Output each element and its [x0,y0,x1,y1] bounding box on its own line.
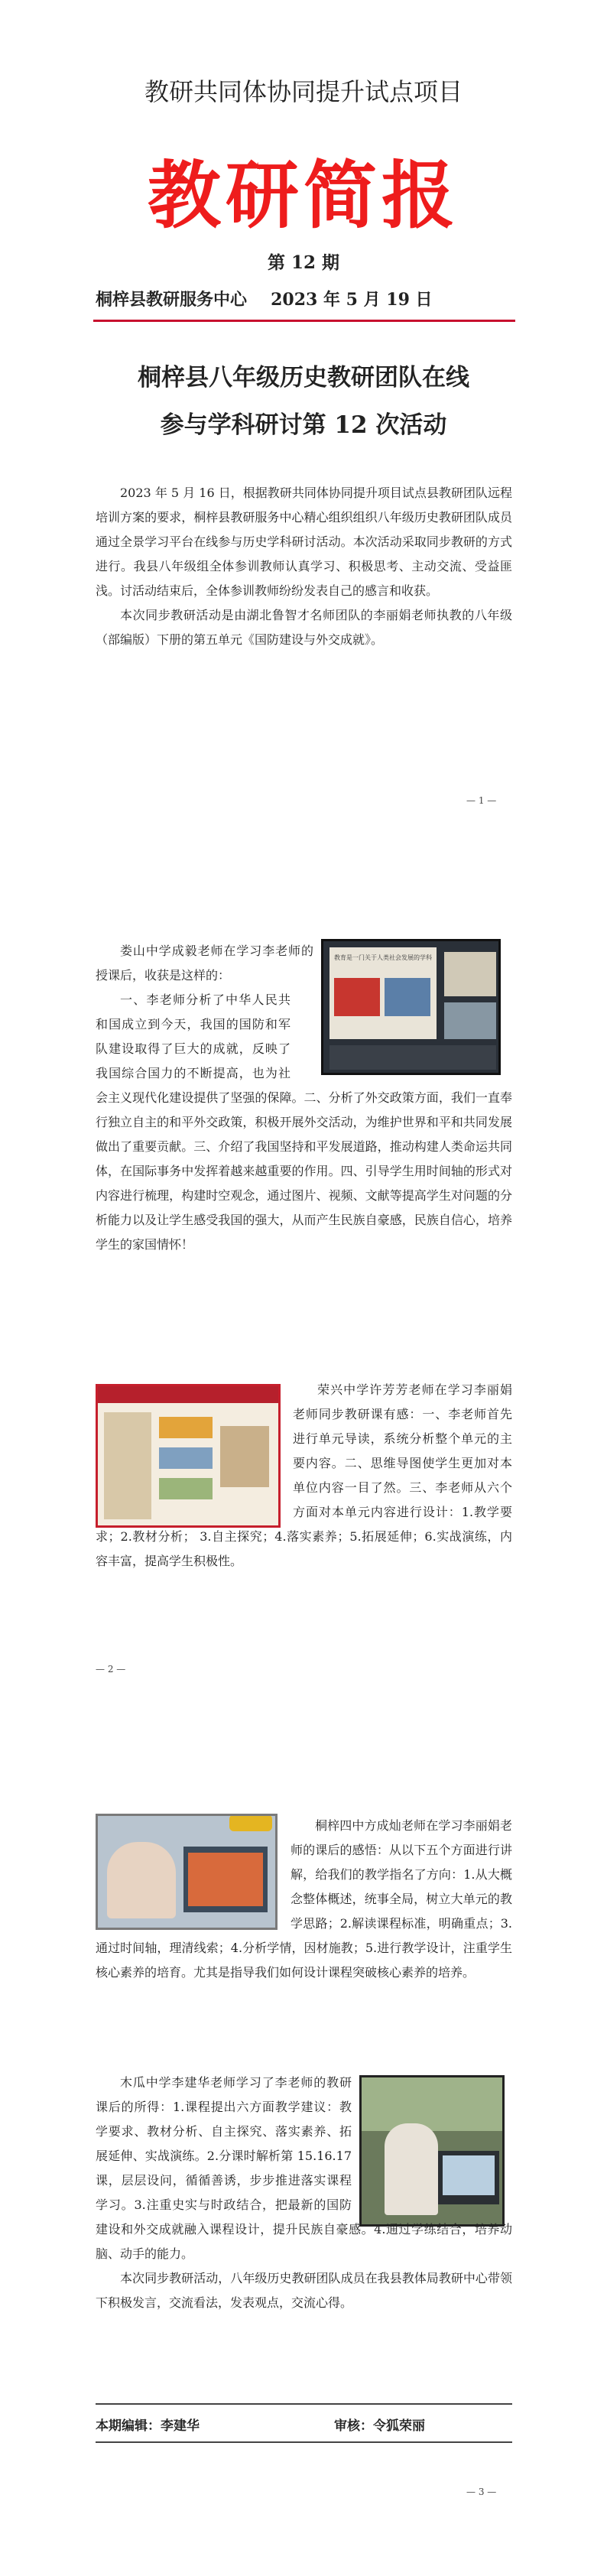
publisher-name: 桐梓县教研服务中心 [96,290,248,310]
page2-text-block-b [96,988,512,1257]
page1-body [96,481,512,652]
page2-text-block-c [96,1378,512,1574]
footer-credits [96,2415,512,2434]
masthead-divider [93,320,515,322]
paragraph-intro: 2023 年 5 月 16 日，根据教研共同体协同提升项目试点县教研团队远程培训方案的要求，桐梓县教研服务中心精心组织组织八年级历史教研团队成员通过全景学习平台在线参与历史学科研讨活动。本次活动采取同步教研的方式进行。我县八年级组全体参训教师认真学习、积极思考、主动交流、受益匪浅。讨活动结束后，全体参训教师纷纷发表自己的感言和收获。 [96,486,512,598]
page-number-1: — 1 — [466,795,497,806]
paragraph-chengyi-points: 一、李老师分析了中华人民共和国成立到今天，我国的国防和军队建设取得了巨大的成就，反映了我国综合国力的不断提高，也为社会主义现代化建设提供了坚强的保障。二、分析了外交政策方面，我们一直奉行独立自主的和平外交政策，积极开展外交活动，为维护世界和平和共同发展做出了重要贡献。三、介绍了我国坚持和平发展道路，推动构建人类命运共同体，在国际事务中发挥着越来越重要的作用。四、引导学生用时间轴的形式对内容进行梳理，构建时空观念，通过图片、视频、文献等提高学生对问题的分析能力以及让学生感受我国的强大，从而产生民族自豪感，民族自信心，培养学生的家国情怀！ [96,992,512,1252]
paragraph-summary: 本次同步教研活动，八年级历史教研团队成员在我县教体局教研中心带领下积极发言，交流看法，发表观点，交流心得。 [96,2271,512,2310]
paragraph-xufangfang: 荣兴中学许芳芳老师在学习李丽娟老师同步教研课有感：一、李老师首先进行单元导读，系统分析整个单元的主要内容。二、思维导图使学生更加对本单位内容一目了然。三、李老师从六个方面对本单元内容进行设计：1.教学要求；2.教材分析； 3.自主探究；4.落实素养；5.拓展延伸；6.实战演练，内容丰富，提高学生积极性。 [96,1382,512,1568]
reviewer-label: 审核： [334,2418,373,2434]
page3-text-block-d [96,1814,512,1985]
footer-divider [96,2403,512,2405]
reviewer-name: 令狐荣丽 [373,2418,425,2434]
paragraph-fangchengcan: 桐梓四中方成灿老师在学习李丽娟老师的课后的感悟：从以下五个方面进行讲解，给我们的教学指名了方向：1.从大概念整体概述，统事全局，树立大单元的教学思路；2.解读课程标准，明确重点；3.通过时间轴，理清线索；4.分析学情，因材施教；5.进行教学设计，注重学生核心素养的培育。尤其是指导我们如何设计课程突破核心素养的培养。 [96,1818,512,1980]
paragraph-chengyi-intro: 娄山中学成毅老师在学习李老师的授课后，收获是这样的： [96,944,313,983]
footer-divider-bottom [96,2441,512,2443]
issue-date: 2023 年 5 月 19 日 [271,290,433,310]
page2-text-block-a [96,939,313,988]
editor-name: 李建华 [161,2418,200,2434]
masthead-meta-line [96,287,554,310]
issue-number: 第 12 期 [267,252,340,273]
page3-text-block-e [96,2071,512,2315]
masthead-title: 教研简报 [148,153,459,239]
project-title: 教研共同体协同提升试点项目 [144,77,463,106]
page-number-2: — 2 — [96,1664,126,1675]
article-title-line2: 参与学科研讨第 12 次活动 [160,411,447,439]
screen-text: 教育是一门关于人类社会发展的学科 [334,954,432,961]
article-title-line1: 桐梓县八年级历史教研团队在线 [138,364,469,391]
paragraph-activity-info: 本次同步教研活动是由湖北鲁智才名师团队的李丽娟老师执教的八年级（部编版）下册的第五单元《国防建设与外交成就》。 [96,608,512,647]
page-number-3: — 3 — [466,2487,497,2497]
editor-label: 本期编辑： [96,2418,161,2434]
paragraph-lijianhua: 木瓜中学李建华老师学习了李老师的教研课后的所得：1.课程提出六方面教学建议：教学要求、教材分析、自主探究、落实素养、拓展延伸、实战演练。2.分课时解析第 15.16.17 课，层层设问，循循善诱，步步推进落实课程学习。3.注重史实与时政结合，把最新的国防建设和外交成就融入课程设计，提升民族自豪感。4.通过学练结合，培养动脑、动手的能力。 [96,2075,512,2261]
